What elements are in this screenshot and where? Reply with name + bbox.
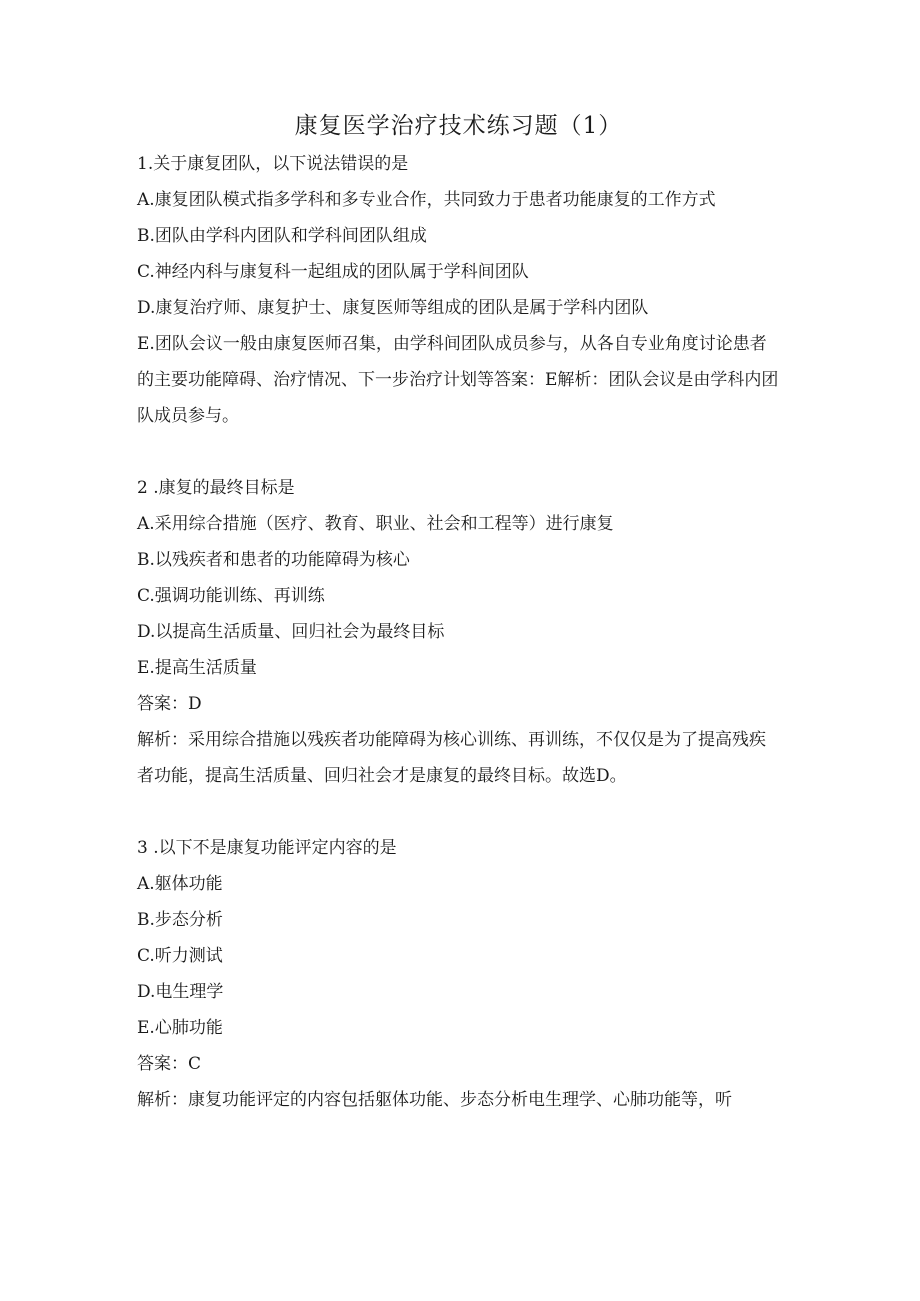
option-a: A.采用综合措施（医疗、教育、职业、社会和工程等）进行康复: [137, 514, 614, 534]
question-stem: 2 .康复的最终目标是: [137, 478, 295, 498]
option-e: E.提高生活质量: [137, 658, 257, 678]
question-1: [137, 146, 780, 434]
option-e: E.心肺功能: [137, 1018, 223, 1038]
option-c: C.强调功能训练、再训练: [137, 586, 325, 606]
section-gap: [137, 794, 780, 830]
analysis: 解析：康复功能评定的内容包括躯体功能、步态分析电生理学、心肺功能等，听: [137, 1090, 732, 1110]
option-b: B.团队由学科内团队和学科间团队组成: [137, 226, 427, 246]
section-gap: [137, 434, 780, 470]
option-b: B.以残疾者和患者的功能障碍为核心: [137, 550, 410, 570]
option-d: D.以提高生活质量、回归社会为最终目标: [137, 622, 445, 642]
analysis: 解析：采用综合措施以残疾者功能障碍为核心训练、再训练，不仅仅是为了提高残疾者功能，提高生活质量、回归社会才是康复的最终目标。故选D。: [137, 730, 766, 786]
option-b: B.步态分析: [137, 910, 223, 930]
question-3: [137, 830, 780, 1118]
option-c: C.神经内科与康复科一起组成的团队属于学科间团队: [137, 262, 529, 282]
question-stem: 3 .以下不是康复功能评定内容的是: [137, 838, 397, 858]
question-2: [137, 470, 780, 794]
option-d: D.康复治疗师、康复护士、康复医师等组成的团队是属于学科内团队: [137, 298, 649, 318]
option-a: A.躯体功能: [137, 874, 223, 894]
question-stem: 1.关于康复团队，以下说法错误的是: [137, 154, 409, 174]
option-e-with-answer: E.团队会议一般由康复医师召集，由学科间团队成员参与，从各自专业角度讨论患者的主要功能障碍、治疗情况、下一步治疗计划等答案：E解析：团队会议是由学科内团队成员参与。: [137, 334, 779, 426]
option-a: A.康复团队模式指多学科和多专业合作，共同致力于患者功能康复的工作方式: [137, 190, 716, 210]
answer: 答案：D: [137, 694, 202, 714]
document-title: 康复医学治疗技术练习题（1）: [294, 113, 623, 139]
answer: 答案：C: [137, 1054, 202, 1074]
option-c: C.听力测试: [137, 946, 223, 966]
option-d: D.电生理学: [137, 982, 224, 1002]
